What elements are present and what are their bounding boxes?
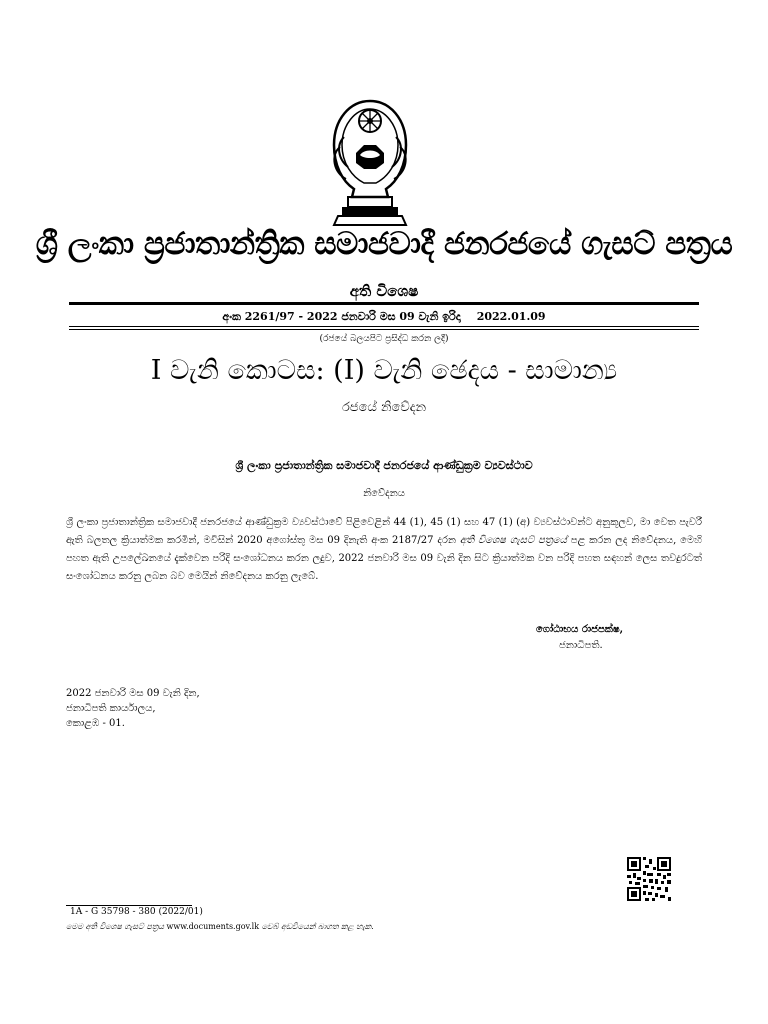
website-note xyxy=(66,922,374,932)
notice-body-part2: පළ කරන ලද නිවේදනය, මෙහි පහත ඇති උපලේඛනයේ දැක්වෙන පරිදි සංශෝධනය කරන ලදුව, 2022 ජනවාරි මස 09 වැනි දින සිට ක්‍රියාත්මක වන පරිදි පහත සඳහන් ලෙස තවදුරටත් සංශෝධනය කරනු ලබන බව මෙයින් නිවේදනය කරනු ලැබේ. xyxy=(66,535,702,582)
footnote-divider xyxy=(66,905,192,906)
notice-body-part1: ශ්‍රී ලංකා ප්‍රජාතාන්ත්‍රික සමාජවාදී ජනරජයේ ආණ්ඩුක්‍රම ව්‍යවස්ථාවේ පිළිවෙළින් 44 (1), 45 (1) සහ 47 (1) (අ) ව්‍යවස්ථාවන්ට අනුකූලව, මා වෙත පැවරී ඇති බලතල ක්‍රියාත්මක කරමින්, මවිසින් 2020 අගෝස්තු මස 09 දිනැති අංක 2187/27 දරන xyxy=(66,517,702,546)
website-note-prefix: මෙම අති විශෙෂ ගැසට් පත්‍රය xyxy=(66,922,167,931)
place-date-line: 2022 ජනවාරි මස 09 වැනි දින, xyxy=(66,688,200,699)
signer-title: ජනාධිපති. xyxy=(559,640,603,651)
part-title: I වැනි කොටස: (I) වැනි ඡෙදය - සාමාන්‍ය xyxy=(150,355,618,386)
notice-heading: ශ්‍රී ලංකා ප්‍රජාතාන්ත්‍රික සමාජවාදී ජනරජයේ ආණ්ඩුක්‍රම ව්‍යවස්ථාව xyxy=(235,459,533,472)
issue-number: අංක 2261/97 - 2022 ජනවාරි මස 09 වැනි ඉරිදා xyxy=(222,310,461,323)
website-link[interactable]: www.documents.gov.lk xyxy=(166,922,260,931)
national-emblem-icon xyxy=(320,97,420,228)
divider xyxy=(69,326,699,327)
place-office-line: ජනාධිපති කාර්යාලය, xyxy=(66,703,156,714)
print-code: 1A - G 35798 - 380 (2022/01) xyxy=(70,907,203,917)
notice-subheading: නිවේදනය xyxy=(363,488,405,499)
signer-name: ගෝඨාභය රාජපක්ෂ, xyxy=(536,624,624,635)
issue-date: 2022.01.09 xyxy=(476,310,546,323)
qr-code-icon xyxy=(627,857,671,901)
authority-note: (රජයේ බලයපිට ප්‍රසිද්ධ කරන ලදී) xyxy=(319,334,449,344)
issue-line xyxy=(0,310,768,324)
divider xyxy=(69,329,699,330)
place-city-line: කොළඹ - 01. xyxy=(66,718,125,729)
website-note-suffix: වෙබ් අඩවියෙන් බාගත කළ හැක. xyxy=(259,922,374,931)
divider xyxy=(69,302,699,305)
notice-body xyxy=(66,514,702,586)
gazette-title: ශ්‍රී ලංකා ප්‍රජාතාන්ත්‍රික සමාජවාදී ජනරජයේ ගැසට් පත්‍රය xyxy=(35,226,733,262)
section-heading: රජයේ නිවේදන xyxy=(341,400,427,415)
gazette-subtitle: අති විශෙෂ xyxy=(349,282,419,300)
notice-body-italic: අති විශෙෂ ගැසට් පත්‍රයේ xyxy=(459,535,567,546)
